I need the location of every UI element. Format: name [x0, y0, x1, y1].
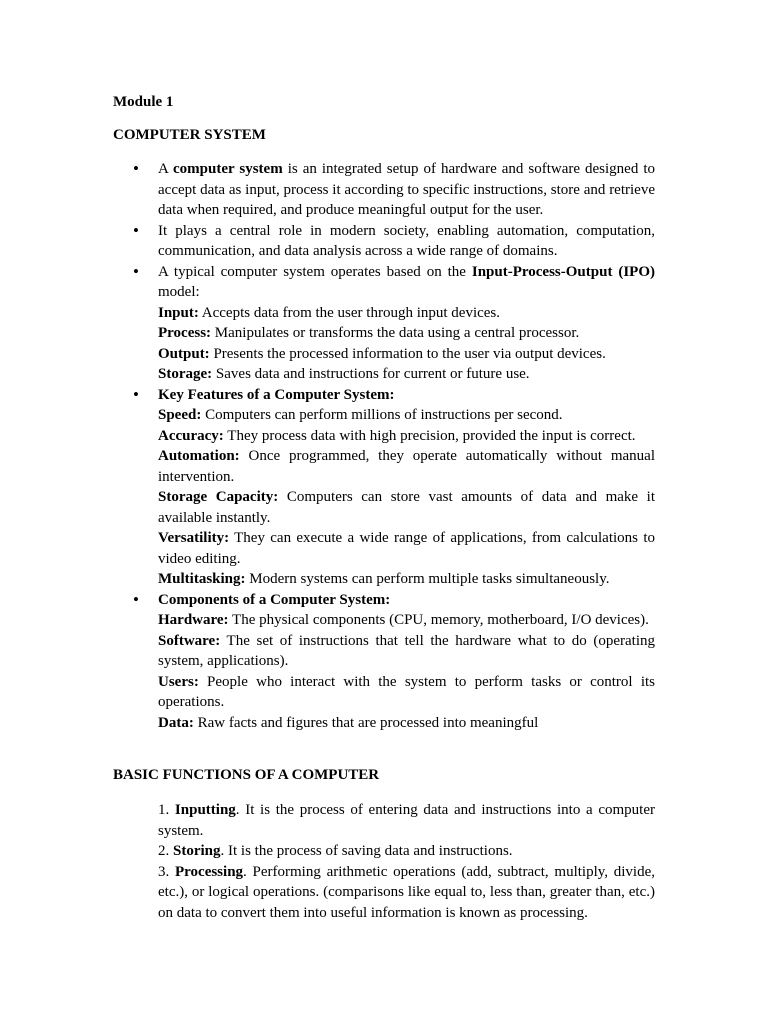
- function-item-inputting: [158, 800, 655, 841]
- item-text: The set of instructions that tell the hardware what to do (operating system, applications).: [158, 632, 655, 669]
- item-number: 2.: [158, 843, 173, 859]
- item-label: Process:: [158, 325, 212, 341]
- bullet-heading: Key Features of a Computer System:: [158, 386, 395, 403]
- item-text: They process data with high precision, provided the input is correct.: [223, 427, 636, 444]
- bullet-components: [113, 590, 655, 734]
- item-text: Manipulates or transforms the data using a central processor.: [211, 325, 580, 341]
- item-label: Storage Capacity:: [158, 489, 279, 505]
- bullet-key-features: [113, 385, 655, 590]
- item-number: 3.: [158, 863, 175, 880]
- item-text: . Performing arithmetic operations (add, subtract, multiply, divide, etc.), or logical operations. (comparisons like equal to, less than, greater than, etc.) on data to convert them into useful information is known as processing.: [158, 863, 655, 921]
- ipo-item-storage: [158, 364, 655, 385]
- item-text: Once programmed, they operate automatically without manual intervention.: [158, 448, 655, 485]
- item-label: Input:: [158, 304, 199, 321]
- item-label: Hardware:: [158, 612, 229, 628]
- item-text: Modern systems can perform multiple tasks simultaneously.: [245, 571, 610, 587]
- item-label: Output:: [158, 345, 210, 362]
- feature-item-multitasking: [158, 569, 655, 590]
- item-text: . It is the process of saving data and instructions.: [220, 843, 513, 859]
- item-text: Computers can perform millions of instructions per second.: [201, 407, 563, 423]
- module-title: Module 1: [113, 94, 174, 110]
- item-label: Versatility:: [158, 530, 230, 546]
- item-label: Multitasking:: [158, 571, 246, 587]
- feature-item-speed: [158, 405, 655, 426]
- item-term: Inputting: [174, 802, 236, 818]
- computer-system-bullet-list: [113, 159, 655, 733]
- item-text: Presents the processed information to the user via output devices.: [209, 345, 606, 362]
- item-text: They can execute a wide range of applications, from calculations to video editing.: [158, 530, 655, 567]
- item-label: Accuracy:: [158, 427, 224, 444]
- component-item-software: [158, 631, 655, 672]
- ipo-item-process: [158, 323, 655, 344]
- bullet-text: model:: [158, 284, 200, 300]
- feature-item-automation: [158, 446, 655, 487]
- item-label: Software:: [158, 632, 221, 649]
- component-item-users: [158, 672, 655, 713]
- section-title-basic-functions: BASIC FUNCTIONS OF A COMPUTER: [113, 767, 380, 783]
- item-text: . It is the process of entering data and instructions into a computer system.: [158, 802, 655, 839]
- item-label: Storage:: [158, 366, 213, 382]
- bullet-heading: Components of a Computer System:: [158, 591, 391, 608]
- bullet-text: A typical computer system operates based on the: [158, 263, 472, 280]
- item-text: Raw facts and figures that are processed into meaningful: [193, 714, 539, 731]
- item-term: Processing: [174, 863, 244, 880]
- item-text: The physical components (CPU, memory, motherboard, I/O devices).: [228, 612, 649, 628]
- bullet-text: It plays a central role in modern society, enabling automation, computation, communication, and data analysis across a wide range of domains.: [158, 222, 655, 259]
- ipo-item-input: [158, 303, 655, 324]
- bullet-text: A: [158, 161, 173, 177]
- bullet-term: computer system: [173, 161, 283, 177]
- bullet-text: is an integrated setup of hardware and software designed to accept data as input, process it according to specific instructions, store and retrieve data when required, and produce meaningful output for the user.: [158, 161, 655, 218]
- section-title-computer-system: COMPUTER SYSTEM: [113, 127, 266, 143]
- function-item-storing: [158, 841, 655, 862]
- feature-item-versatility: [158, 528, 655, 569]
- item-label: Automation:: [158, 448, 240, 464]
- bullet-computer-system-definition: [113, 159, 655, 221]
- basic-functions-list: [158, 800, 655, 923]
- item-label: Users:: [158, 673, 199, 690]
- feature-item-storage-capacity: [158, 487, 655, 528]
- item-term: Storing: [173, 843, 221, 859]
- component-item-data: [158, 713, 655, 734]
- item-text: Saves data and instructions for current or future use.: [212, 366, 530, 382]
- bullet-central-role: [113, 221, 655, 262]
- item-number: 1.: [158, 802, 175, 818]
- component-item-hardware: [158, 610, 655, 631]
- item-label: Speed:: [158, 407, 202, 423]
- item-text: People who interact with the system to perform tasks or control its operations.: [158, 673, 655, 710]
- item-label: Data:: [158, 714, 194, 731]
- item-text: Accepts data from the user through input devices.: [198, 304, 501, 321]
- function-item-processing: [158, 862, 655, 924]
- bullet-term: Input-Process-Output (IPO): [471, 263, 655, 280]
- bullet-ipo-model: [113, 262, 655, 385]
- item-text: Computers can store vast amounts of data and make it available instantly.: [158, 489, 655, 526]
- feature-item-accuracy: [158, 426, 655, 447]
- ipo-item-output: [158, 344, 655, 365]
